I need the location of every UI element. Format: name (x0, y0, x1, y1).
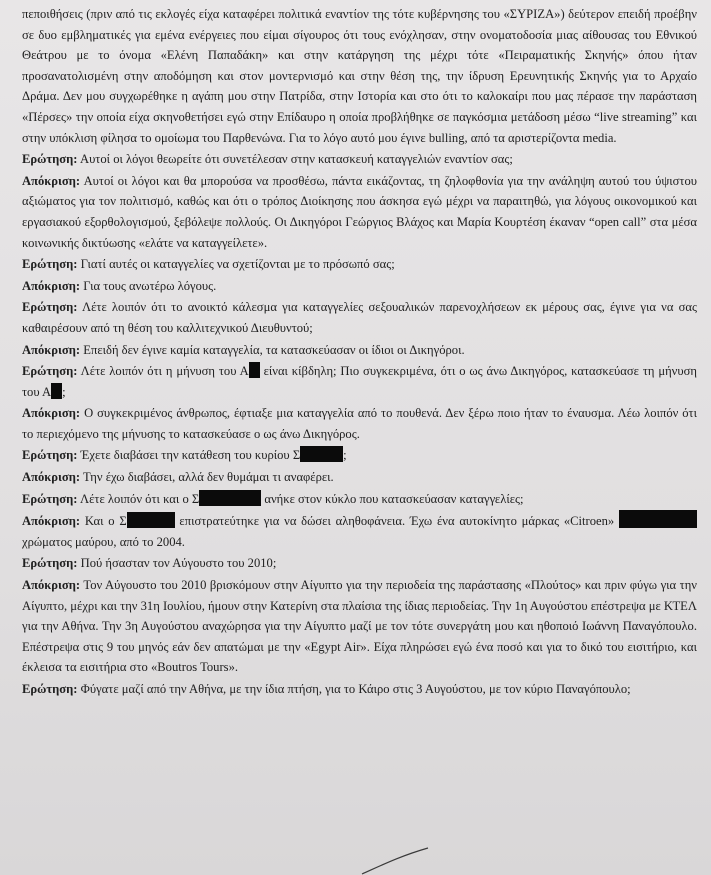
question-text: Λέτε λοιπόν ότι το ανοικτό κάλεσμα για καταγγελίες σεξουαλικών παρενοχλήσεων εκ μέρους σας, έγινε για να σας καθαιρέσουν από τη θέση του καλλιτεχνικού Διευθυντού; (22, 300, 697, 335)
answer-3 (22, 340, 697, 361)
question-text: Φύγατε μαζί από την Αθήνα, με την ίδια πτήση, για το Κάιρο στις 3 Αυγούστου, με τον κύριο Παναγόπουλο; (80, 682, 631, 696)
answer-7 (22, 575, 697, 678)
question-text-start: Λέτε λοιπόν ότι η μήνυση του Α (80, 364, 249, 379)
answer-text: Αυτοί οι λόγοι και θα μπορούσα να προσθέσω, πάντα εικάζοντας, τη ζηλοφθονία για την ανάληψη αυτού του ύψιστου αξιώματος για τον πολιτισμό, καθώς και ότι ο τρόπος Διοίκησης που άσκησα εγώ μέχρι να παραιτηθώ, για λόγους οικονομικού και εργασιακού εξορθολογισμού, ξεβόλεψε πολλούς. Οι Δικηγόροι Γεώργιος Βλάχος και Μαρία Κουρτέση έκαναν “open call” στα μέσα κοινωνικής δικτύωσης «ελάτε να καταγγείλετε». (22, 173, 697, 250)
answer-5 (22, 467, 697, 488)
answer-text-start: Και ο Σ (84, 514, 127, 529)
pen-stroke-mark (360, 846, 430, 875)
answer-label: Απόκριση: (22, 173, 81, 188)
answer-label: Απόκριση: (22, 578, 81, 593)
redaction-block (51, 383, 62, 399)
answer-label: Απόκριση: (22, 406, 81, 421)
redaction-block (619, 510, 697, 528)
redaction-block (199, 490, 261, 506)
question-label: Ερώτηση: (22, 300, 78, 315)
question-text: Πού ήσασταν τον Αύγουστο του 2010; (80, 556, 277, 571)
question-text-end: ανήκε στον κύκλο που κατασκεύασαν καταγγελίες; (261, 491, 524, 506)
answer-6 (22, 510, 697, 552)
question-label: Ερώτηση: (22, 152, 78, 167)
answer-2 (22, 276, 697, 297)
answer-label: Απόκριση: (22, 514, 81, 529)
redaction-block (127, 512, 175, 528)
question-label: Ερώτηση: (22, 364, 78, 379)
question-text-start: Λέτε λοιπόν ότι και ο Σ (79, 491, 200, 506)
question-8 (22, 679, 697, 700)
question-1 (22, 149, 697, 170)
question-text-middle: είναι κίβδηλη; Πιο συγκεκριμένα, ότι ο ως άνω Δικηγόρος, κατασκεύασε τη μήνυση του Α (22, 364, 697, 399)
answer-text: Τον Αύγουστο του 2010 βρισκόμουν στην Αίγυπτο για την περιοδεία της παράστασης «Πλούτος» και πριν φύγω για την Αίγυπτο, μέχρι και την 31η Ιουλίου, ήμουν στην Κατερίνη στα πλαίσια της ίδιας περιοδείας. Την 1η Αυγούστου επέστρεψα με ΚΤΕΛ για την Αθήνα. Την 3η Αυγούστου αναχώρησα για την Αίγυπτο μαζί με τον τότε συνεργάτη μου και ηθοποιό Ιωάννη Παναγόπουλο. Επέστρεψα στις 9 του μηνός εάν δεν απατώμαι με την «Egypt Air». Είχα πληρώσει εγώ ένα ποσό και για το δικό του εισιτήριο, και έκλεισα τα εισιτήρια στο «Boutros Tours». (22, 578, 697, 675)
question-text-end: ; (343, 448, 347, 463)
question-label: Ερώτηση: (22, 448, 78, 463)
redaction-block (249, 362, 260, 378)
question-5 (22, 445, 697, 466)
question-text-end: ; (62, 384, 66, 399)
answer-label: Απόκριση: (22, 470, 81, 485)
question-label: Ερώτηση: (22, 491, 78, 506)
answer-4 (22, 403, 697, 444)
question-text: Γιατί αυτές οι καταγγελίες να σχετίζονται με το πρόσωπό σας; (80, 257, 395, 272)
answer-label: Απόκριση: (22, 278, 81, 293)
question-4 (22, 361, 697, 402)
question-label: Ερώτηση: (22, 257, 78, 272)
question-text-start: Έχετε διαβάσει την κατάθεση του κυρίου Σ (80, 448, 301, 463)
answer-text: Επειδή δεν έγινε καμία καταγγελία, τα κατασκεύασαν οι ίδιοι οι Δικηγόροι. (83, 342, 465, 357)
question-2 (22, 254, 697, 275)
answer-text: Την έχω διαβάσει, αλλά δεν θυμάμαι τι αναφέρει. (83, 470, 334, 485)
question-label: Ερώτηση: (22, 556, 78, 571)
answer-1 (22, 171, 697, 253)
question-3 (22, 297, 697, 338)
question-6 (22, 489, 697, 510)
question-label: Ερώτηση: (22, 682, 78, 696)
question-text: Αυτοί οι λόγοι θεωρείτε ότι συνετέλεσαν στην κατασκευή καταγγελιών εναντίον σας; (79, 152, 513, 167)
answer-text: Ο συγκεκριμένος άνθρωπος, έφτιαξε μια καταγγελία από το πουθενά. Δεν ξέρω ποιο ήταν το έναυσμα. Λέω λοιπόν ότι το περιεχόμενο της μήνυσης το κατασκεύασε ο ως άνω Δικηγόρος. (22, 406, 697, 441)
answer-text-end: χρώματος μαύρου, από το 2004. (22, 534, 185, 549)
redaction-block (300, 446, 343, 462)
answer-text-middle: επιστρατεύτηκε για να δώσει αληθοφάνεια. Έχω ένα αυτοκίνητο μάρκας «Citroen» (174, 514, 615, 529)
answer-text: Για τους ανωτέρω λόγους. (83, 278, 217, 293)
question-7 (22, 553, 697, 574)
answer-label: Απόκριση: (22, 342, 81, 357)
intro-paragraph: πεποιθήσεις (πριν από τις εκλογές είχα καταφέρει πολιτικά εναντίον της τότε κυβέρνησης του «ΣΥΡΙΖΑ») δεύτερον επειδή προέβην σε δυο εμβληματικές για εμένα ενέργειες που είμαι σίγουρος ότι τους ενόχλησαν, στην ονοματοδοσία μιας αίθουσας του Εθνικού Θεάτρου με το όνομα «Ελένη Παπαδάκη» και στην κατάργηση της μέχρι τότε «Πειραματικής Σκηνής» όπου ήταν προσανατολισμένη στην αποδόμηση και στον μοντερνισμό και στην θέση της, την ίδρυση Ερευνητικής Σκηνής για το Αρχαίο Δράμα. Δεν μου συγχωρέθηκε η αγάπη μου στην Πατρίδα, στην Ιστορία και στο ότι το καλοκαίρι που μας πέρασε την παράσταση «Πέρσες» την οποία είχα σκηνοθετήσει εγώ στην Επίδαυρο η οποία προβλήθηκε σε παγκόσμια μετάδοση μέσω “live streaming” και στην υπόκλιση φίλησα το ομοίωμα του Παρθενώνα. Για το λόγο αυτό μου έγινε bulling, από τα αριστερίζοντα media. (22, 7, 697, 145)
